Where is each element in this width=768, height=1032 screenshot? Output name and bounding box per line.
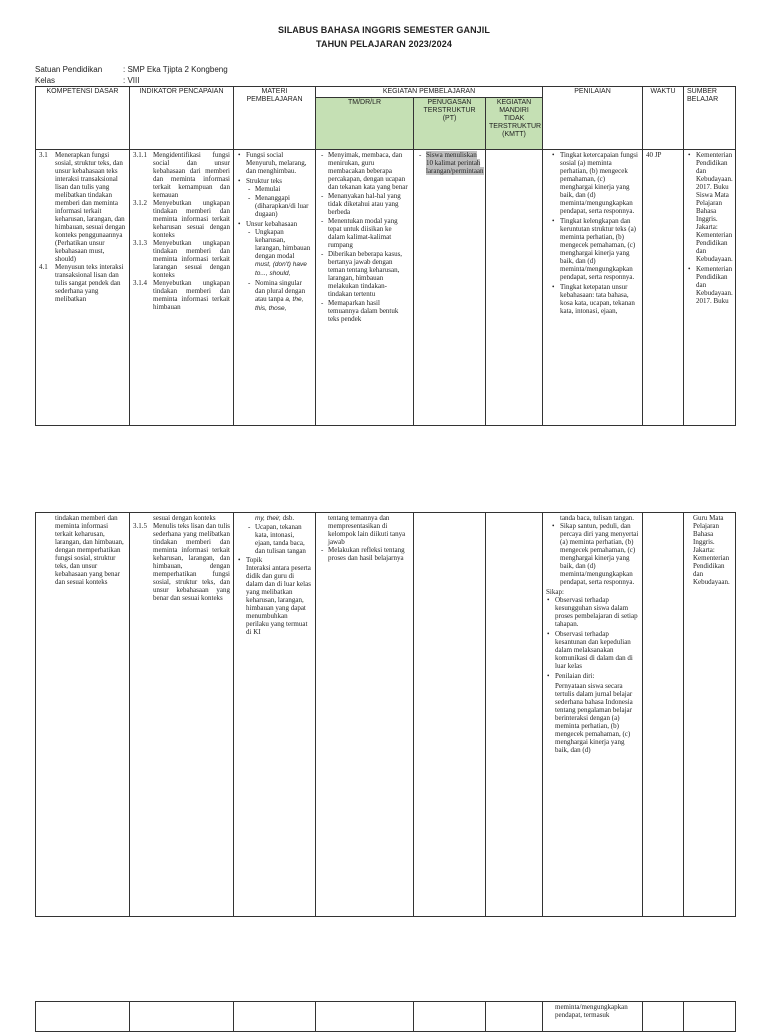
tm-cont: tentang temannya dan mempresentasikan di kelompok lain diikuti tanya jawab	[328, 514, 406, 546]
sikap-label: Sikap:	[546, 588, 564, 596]
penilaian-item: • Sikap santun, peduli, dan percaya diri yang menyertai (a) meminta perhatian, (b) mengecek pemahaman, (c) menghargai kinerja yang baik, dan (d) meminta/mengungkapkan pendapat, serta responnya.	[560, 522, 639, 586]
header-kegiatan: KEGIATAN PEMBELAJARAN	[316, 87, 543, 98]
waktu-cell	[643, 513, 684, 917]
sumber-cell	[684, 150, 736, 426]
waktu-cell: 40 JP	[643, 150, 684, 426]
indikator-item: 3.1.4 Menyebutkan ungkapan tindakan memberi dan meminta informasi terkait himbauan	[133, 279, 230, 311]
materi-cell	[234, 150, 316, 426]
indikator-item: 3.1.1 Mengidentifikasi fungsi social dan unsur kebahasaan dari memberi dan meminta informasi terkait kemampuan dan kemauan	[133, 151, 230, 199]
pt-cell	[414, 1002, 486, 1032]
header-penilaian: PENILAIAN	[543, 87, 643, 150]
indikator-cell	[130, 1002, 234, 1032]
header-tm: TM/DR/LR	[316, 98, 414, 150]
tm-item: - Diberikan beberapa kasus, bertanya jawab dengan teman tentang keharusan, larangan, himbauan melakukan tindakan-tindakan tertentu	[328, 250, 410, 298]
sumber-cont: Guru Mata Pelajaran Bahasa Inggris. Jakarta: Kementerian Pendidikan dan Kebudayaan.	[693, 514, 730, 586]
materi-subitem: - Memulai	[255, 185, 312, 193]
kmtt-cell	[486, 150, 543, 426]
materi-subitem: - Menanggapi (diharapkan/di luar dugaan)	[255, 194, 312, 218]
materi-item: • Topik Interaksi antara peserta didik dan guru di dalam dan di luar kelas yang melibatkan keharusan, larangan, himbauan yang dapat menumbuhkan perilaku yang termuat di KI	[246, 556, 312, 636]
materi-item: • Struktur teks - Memulai - Menanggapi (diharapkan/di luar dugaan)	[246, 177, 312, 218]
pt-cell	[414, 150, 486, 426]
penilaian-cell	[543, 513, 643, 917]
penilaian-item: • Tingkat ketercapaian fungsi sosial (a) meminta perhatian, (b) mengecek pemahaman, (c) menghargai kinerja yang baik, dan (d) meminta/mengungkapkan pendapat, serta responnya.	[560, 151, 639, 215]
tm-cell	[316, 150, 414, 426]
kd-cell	[36, 1002, 130, 1032]
kelas-value: : VIII	[123, 76, 140, 85]
syllabus-table-page3	[35, 1001, 736, 1032]
penilaian-cont: meminta/mengungkapkan pendapat, termasuk	[555, 1003, 628, 1019]
kd-cell	[36, 513, 130, 917]
kmtt-cell	[486, 1002, 543, 1032]
kmtt-cell	[486, 513, 543, 917]
materi-cont: my, their, dsb.	[255, 514, 295, 522]
kd-item: 4.1 Menyusun teks interaksi transaksional lisan dan tulis sangat pendek dan sederhana yang melibatkan	[39, 263, 124, 303]
satuan-value: : SMP Eka Tjipta 2 Kongbeng	[123, 65, 228, 74]
syllabus-table-page1	[35, 86, 736, 426]
penilaian-cell	[543, 150, 643, 426]
penilaian-item: • Observasi terhadap kesantunan dan kepedulian dalam melaksanakan komunikasi di dalam dan di luar kelas	[555, 630, 639, 670]
syllabus-table-page2	[35, 512, 736, 917]
sumber-item: • Kementerian Pendidikan dan Kebudayaan. 2017. Buku	[696, 265, 732, 305]
materi-subitem: - Ucapan, tekanan kata, intonasi, ejaan, tanda baca, dan tulisan tangan	[255, 523, 312, 555]
materi-subitem: - Ungkapan keharusan, larangan, himbauan dengan modal must, (don't) have to..., should,	[255, 228, 312, 278]
pt-item: - Siswa menuliskan 10 kalimat perintah larangan/permintaan	[426, 151, 482, 175]
kd-cell	[36, 150, 130, 426]
indikator-item: 3.1.2 Menyebutkan ungkapan tindakan memberi dan meminta informasi terkait keharusan sesuai dengan konteks	[133, 199, 230, 239]
indikator-item: sesuai dengan konteks	[153, 514, 216, 522]
materi-cell	[234, 1002, 316, 1032]
waktu-cell	[643, 1002, 684, 1032]
header-materi: MATERI PEMBELAJARAN	[234, 87, 316, 150]
header-indikator: INDIKATOR PENCAPAIAN	[130, 87, 234, 150]
doc-subtitle: TAHUN PELAJARAN 2023/2024	[316, 39, 452, 49]
penilaian-diri-text: Pernyataan siswa secara tertulis dalam jurnal belajar sederhana bahasa Indonesia tentang pengalaman belajar berinteraksi dengan (a) meminta perhatian, (b) mengecek pemahaman, (c) menghargai kinerja yang baik, dan (d)	[555, 682, 633, 754]
header-sumber: SUMBER BELAJAR	[684, 87, 736, 150]
indikator-cell	[130, 150, 234, 426]
header-waktu: WAKTU	[643, 87, 684, 150]
tm-item: - Memaparkan hasil temuannya dalam bentuk teks pendek	[328, 299, 410, 323]
kd-item: 3.1 Menerapkan fungsi sosial, struktur teks, dan unsur kebahasaan teks interaksi transaksional lisan dan tulis yang melibatkan tindakan memberi dan meminta informasi terkait keharusan, larangan, dan himbauan, sesuai dengan konteks penggunaannya (Perhatikan unsur kebahasaan must, should)	[39, 151, 126, 263]
penilaian-item: • Observasi terhadap kesungguhan siswa dalam proses pembelajaran di setiap tahapan.	[555, 596, 639, 628]
kd-item: tindakan memberi dan meminta informasi terkait keharusan, larangan, dan himbauan, dengan memperhatikan fungsi sosial, struktur teks, dan unsur kebahasaan yang benar dan sesuai konteks	[55, 514, 124, 586]
penilaian-cell	[543, 1002, 643, 1032]
penilaian-item: • Tingkat ketepatan unsur kebahasaan: tata bahasa, kosa kata, ucapan, tekanan kata, intonasi, ejaan,	[560, 283, 639, 315]
kelas-label: Kelas	[35, 76, 56, 85]
sumber-cell	[684, 1002, 736, 1032]
materi-item: • Fungsi social Menyuruh, melarang, dan menghimbau.	[246, 151, 312, 175]
materi-cell	[234, 513, 316, 917]
materi-subitem: - Nomina singular dan plural dengan atau tanpa a, the, this, those,	[255, 279, 312, 313]
satuan-label: Satuan Pendidikan	[35, 65, 103, 74]
tm-item: - Menanyakan hal-hal yang tidak diketahui atau yang berbeda	[328, 192, 410, 216]
tm-item: - Melakukan refleksi tentang proses dan hasil belajarnya	[328, 546, 410, 562]
sumber-cell	[684, 513, 736, 917]
header-kompetensi-dasar: KOMPETENSI DASAR	[36, 87, 130, 150]
penilaian-item: • Tingkat kelengkapan dan keruntutan struktur teks (a) meminta perhatian, (b) mengecek pemahaman, (c) menghargai kinerja yang baik, dan (d) meminta/mengungkapkan pendapat, serta responnya.	[560, 217, 639, 281]
tm-item: - Menentukan modal yang tepat untuk diisikan ke dalam kalimat-kalimat rumpang	[328, 217, 410, 249]
tm-item: - Menyimak, membaca, dan menirukan, guru membacakan beberapa percakapan, dengan ucapan dan tekanan kata yang benar	[328, 151, 410, 191]
indikator-item: 3.1.3 Menyebutkan ungkapan tindakan memberi dan meminta informasi terkait larangan sesuai dengan konteks	[133, 239, 230, 279]
indikator-cell	[130, 513, 234, 917]
tm-cell	[316, 513, 414, 917]
header-pt: PENUGASAN TERSTRUKTUR (PT)	[414, 98, 486, 150]
penilaian-cont: tanda baca, tulisan tangan.	[560, 514, 635, 522]
penilaian-item: • Penilaian diri:	[555, 672, 639, 680]
pt-cell	[414, 513, 486, 917]
tm-cell	[316, 1002, 414, 1032]
sumber-item: • Kementerian Pendidikan dan Kebudayaan. 2017. Buku Siswa Mata Pelajaran Bahasa Inggris. Jakarta: Kementerian Pendidikan dan Kebudayaan.	[696, 151, 732, 263]
indikator-item: 3.1.5 Menulis teks lisan dan tulis sederhana yang melibatkan tindakan memberi dan meminta informasi terkait keharusan, larangan, dan himbauan, dengan memperhatikan fungsi sosial, struktur teks, dan unsur kebahasaan yang benar dan sesuai konteks	[133, 522, 230, 602]
materi-item: • Unsur kebahasaan - Ungkapan keharusan, larangan, himbauan dengan modal must, (don't) have to..., should, - Nomina singular dan plural dengan atau tanpa a, the, this, those,	[246, 220, 312, 313]
header-kmtt: KEGIATAN MANDIRI TIDAK TERSTRUKTUR (KMTT)	[486, 98, 543, 150]
doc-title: SILABUS BAHASA INGGRIS SEMESTER GANJIL	[278, 25, 490, 35]
